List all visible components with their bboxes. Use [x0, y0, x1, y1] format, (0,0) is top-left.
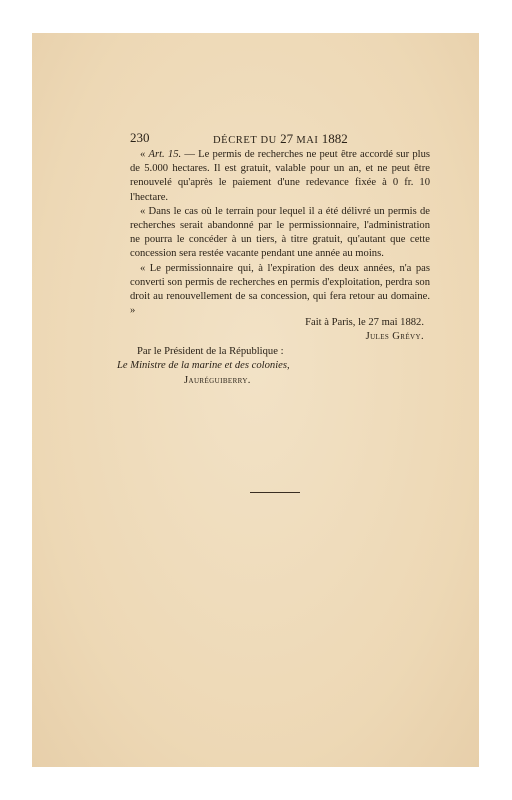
- paragraph-abandonment: « Dans le cas où le terrain pour lequel il a été délivré un permis de recherches serait abandonné par le permissionnaire, l'administration ne pourra le concéder à un tiers, à titre gratuit, qu'autant que cette concession sera restée vacante pendant une année au moins.: [130, 205, 430, 260]
- page-number: 230: [130, 130, 150, 145]
- countersign-line-president: Par le Président de la République :: [137, 346, 284, 357]
- countersignature-block: [117, 345, 347, 388]
- paragraph-text: — Le permis de recherches ne peut être accordé sur plus de 5.000 hectares. Il est gratuit, valable pour un an, et ne peut être renouvelé qu'après le paiement d'une redevance fixée à 0 fr. 10 l'hectare.: [130, 149, 430, 203]
- article-body: [130, 148, 430, 318]
- signature-block: [130, 316, 430, 345]
- paragraph-renewal: « Le permissionnaire qui, à l'expiration des deux années, n'a pas converti son permis de recherches en permis d'exploitation, perdra son droit au renouvellement de sa concession, qui fera retour au domaine. »: [130, 262, 430, 317]
- paragraph-lead-quote: «: [140, 149, 149, 160]
- countersign-name: Jauréguiberry.: [184, 374, 251, 386]
- book-page: [32, 33, 479, 767]
- paragraph-article-15: [130, 148, 430, 205]
- signer-name: Jules Grévy.: [365, 331, 424, 343]
- place-date: Fait à Paris, le 27 mai 1882.: [305, 317, 424, 328]
- page-header: [130, 130, 430, 146]
- countersign-line-minister: Le Ministre de la marine et des colonies,: [117, 360, 290, 372]
- running-title-number: 27: [280, 131, 294, 146]
- closing-rule: [250, 492, 300, 493]
- running-title-year: 1882: [321, 131, 348, 146]
- article-number: Art. 15.: [148, 149, 182, 160]
- running-title-suffix: MAI: [296, 135, 319, 146]
- running-title: [213, 131, 348, 147]
- running-title-prefix: DÉCRET DU: [213, 135, 277, 146]
